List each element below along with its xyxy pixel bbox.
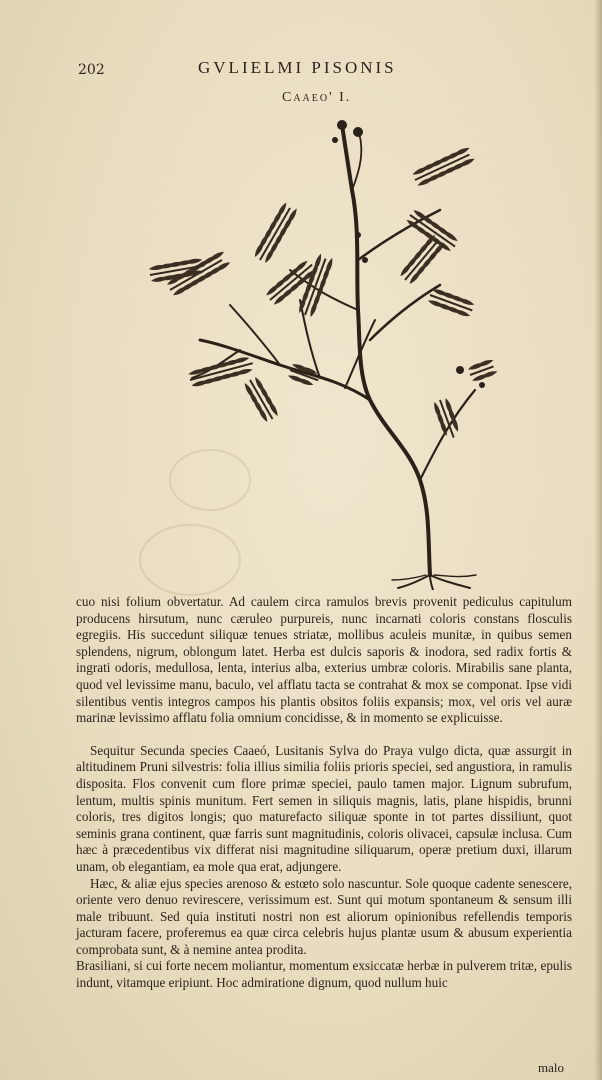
paragraph: Sequitur Secunda species Caaeó, Lusitanis Sylva do Praya vulgo dicta, quæ assurgit in altitudinem Pruni silvestris: folia illius similia foliis prioris speciei, sed angustiora, in ramulis disposita. Flos convenit cum flore primæ speciei, paulo tamen major. Lignum subrufum, lentum, multis spinis munitum. Fert semen in siliquis magnis, latis, plane hispidis, brunni coloris, tres digitos longis; quo maturefacto siliquæ sponte in tot partes dissiliunt, quot seminis grana continent, quæ farris sunt magnitudinis, coloris olivacei, capsulæ inclusa. Cum hæc à præcedentibus vix differat nisi magnitudine siliquarum, operæ pretium duxi, illarum unam, ob elegantiam, ea mole qua erat, adjungere. [76, 742, 572, 874]
catchword: malo [538, 1060, 564, 1075]
paragraph: cuo nisi folium obvertatur. Ad caulem circa ramulos brevis provenit pediculus capitulum producens hirsutum, nunc cæruleo purpureis, nunc incarnati coloris constans flosculis egregiis. His succedunt siliquæ tenues striatæ, mollibus aculeis munitæ, in quibus semen splendens, nigrum, oblongum latet. Herba est dulcis saporis & inodora, sed radix fortis & ingrati odoris, medullosa, lenta, interius alba, exterius umbræ coloris. Mirabilis sane planta, quod vel levissime manu, baculo, vel afflatu tacta se contrahat & mox se componat. Ipse vidi silentibus ventis integros campos his plantis obsitos foliis expansis; mox, vel oris vel auræ marinæ levissimo afflatu folia omnium concidisse, & in momento se explicuisse. [76, 594, 572, 726]
paragraph: Hæc, & aliæ ejus species arenoso & estœto solo nascuntur. Sole quoque cadente senescere, oriente vero denuo revirescere, verissimum est. Sunt qui motum spontaneum & sensum illi male tribuunt. Sed quia instituti nostri non est aliorum opinionibus refellendis temporis jacturam facere, proferemus ea quæ circa celebris hujus plantæ usum & abusum experientia comprobata sunt, & à nemine antea prodita. [76, 875, 572, 957]
page-number: 202 [78, 62, 105, 78]
paragraph: Brasiliani, si cui forte necem moliantur, momentum exsiccatæ herbæ in pulverem tritæ, epulis indunt, vitamque eripiunt. Hoc admiratione dignum, quod nullum huic [76, 958, 572, 991]
botanical-illustration [130, 110, 510, 590]
plate-title: Caaeo' I. [282, 90, 352, 105]
body-text [76, 594, 572, 992]
running-head: GVLIELMI PISONIS [198, 58, 397, 77]
page-header [78, 58, 568, 82]
page-edge-shadow [594, 0, 602, 1080]
